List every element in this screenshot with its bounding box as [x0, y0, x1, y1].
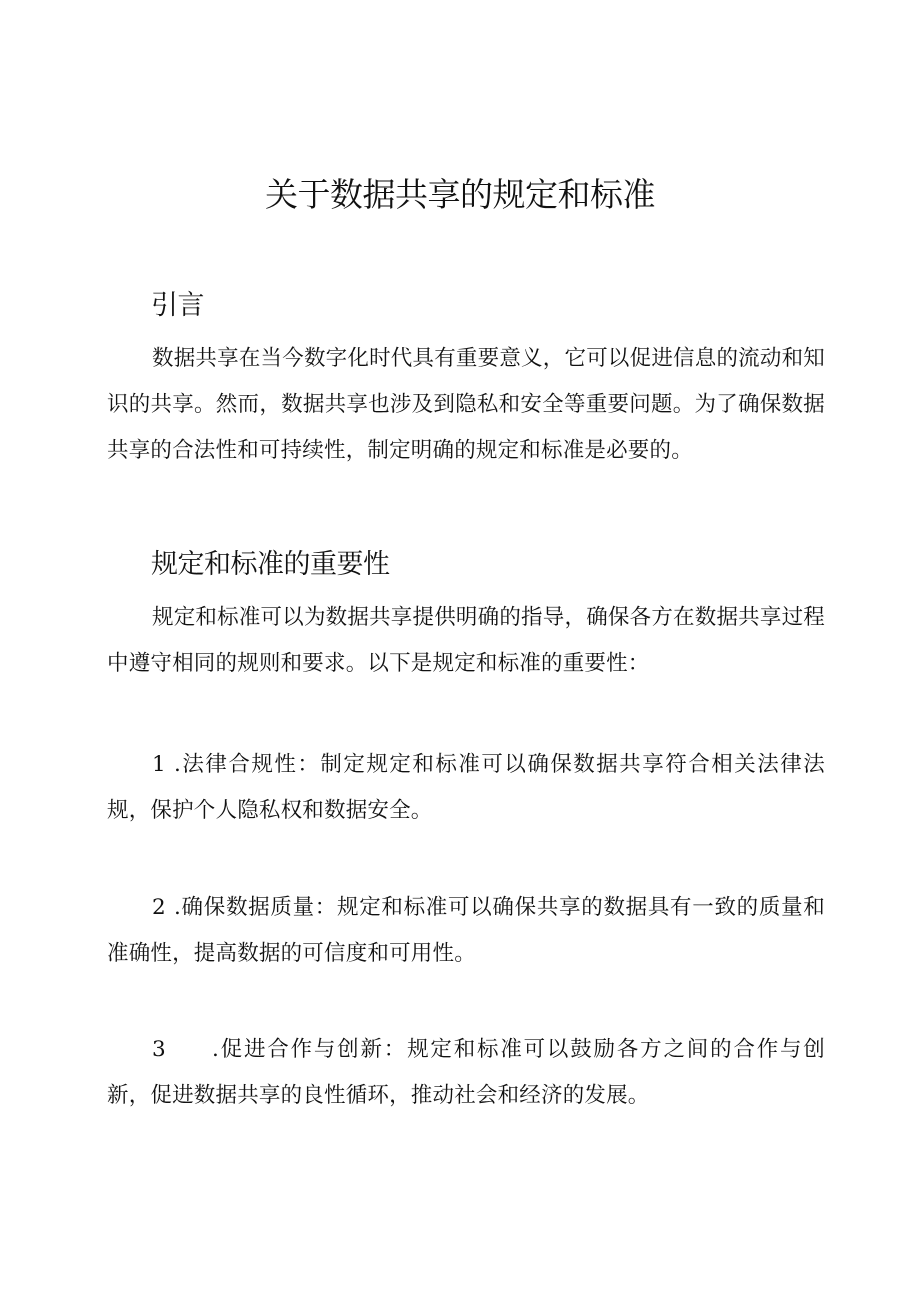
list-item-text: 促进合作与创新：规定和标准可以鼓励各方之间的合作与创新，促进数据共享的良性循环，推动社会和经济的发展。	[107, 1037, 825, 1108]
list-item-text: 法律合规性：制定规定和标准可以确保数据共享符合相关法律法规，保护个人隐私权和数据安全。	[107, 752, 825, 823]
intro-paragraph: 数据共享在当今数字化时代具有重要意义，它可以促进信息的流动和知识的共享。然而，数据共享也涉及到隐私和安全等重要问题。为了确保数据共享的合法性和可持续性，制定明确的规定和标准是必要的。	[107, 346, 825, 463]
list-item	[107, 1027, 825, 1119]
list-item	[107, 885, 825, 977]
section-heading-importance: 规定和标准的重要性	[151, 549, 390, 580]
list-item-number: 1	[152, 752, 166, 777]
list-item-number: 3	[152, 1037, 166, 1062]
list-item-separator: .	[212, 1037, 220, 1062]
list-item-text: 确保数据质量：规定和标准可以确保共享的数据具有一致的质量和准确性，提高数据的可信度和可用性。	[107, 895, 825, 966]
section-heading-intro: 引言	[151, 290, 204, 321]
list-item-separator: .	[174, 752, 182, 777]
document-title: 关于数据共享的规定和标准	[265, 175, 655, 214]
list-item-number: 2	[152, 895, 166, 920]
list-item	[107, 742, 825, 834]
list-item-separator: .	[174, 895, 182, 920]
importance-paragraph: 规定和标准可以为数据共享提供明确的指导，确保各方在数据共享过程中遵守相同的规则和要求。以下是规定和标准的重要性：	[107, 605, 825, 676]
